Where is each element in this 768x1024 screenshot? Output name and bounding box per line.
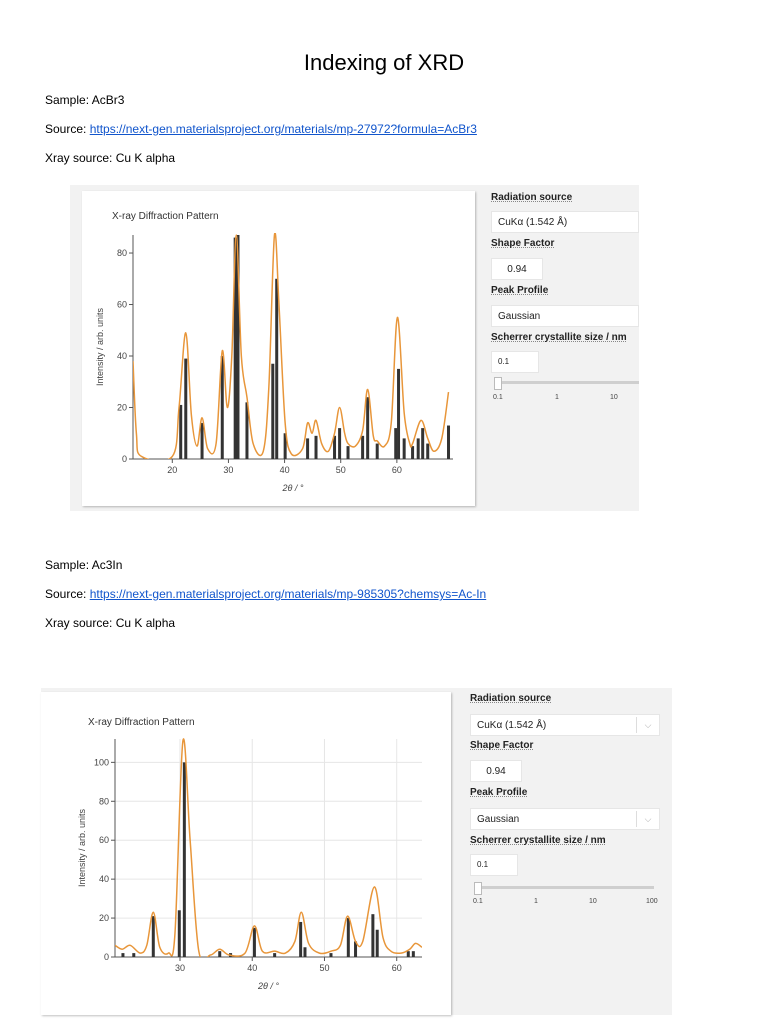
shape-factor-input[interactable]: 0.94 (470, 760, 522, 782)
scherrer-size-input[interactable]: 0.1 (491, 351, 539, 373)
chevron-down-icon[interactable]: ⌵ (636, 811, 659, 827)
y-tick-label: 100 (93, 757, 109, 768)
diffraction-stick (132, 953, 135, 957)
diffraction-stick (421, 428, 424, 459)
xrd-chart-1 (82, 191, 475, 506)
document-title: Indexing of XRD (303, 50, 465, 75)
plot-area (133, 233, 450, 461)
xrd-widget-1 (70, 185, 639, 511)
y-tick-label: 20 (116, 402, 127, 413)
scherrer-slider-handle[interactable] (474, 882, 482, 895)
source-label: Source: (45, 587, 90, 601)
slider-tick-label: 1 (555, 394, 559, 401)
source-line (45, 122, 477, 136)
plot-area (115, 739, 422, 961)
scherrer-size-input[interactable]: 0.1 (470, 854, 518, 876)
diffraction-stick (366, 397, 369, 459)
diffraction-stick (218, 951, 221, 957)
diffraction-stick (152, 916, 155, 957)
scherrer-size-label: Scherrer crystallite size / nm (470, 835, 606, 846)
diffraction-stick (178, 910, 181, 957)
y-axis-label: Intensity / arb. units (95, 307, 105, 387)
x-axis-label: 2θ / ° (282, 483, 304, 493)
diffraction-stick (426, 444, 429, 459)
diffraction-stick (417, 438, 420, 459)
diffraction-stick (347, 918, 350, 957)
diffraction-stick (403, 438, 406, 459)
shape-factor-input[interactable]: 0.94 (491, 258, 543, 280)
x-tick-label: 50 (319, 963, 330, 973)
diffraction-stick (447, 426, 450, 459)
slider-tick-label: 100 (646, 898, 658, 905)
diffraction-stick (306, 438, 309, 459)
x-tick-label: 20 (167, 465, 178, 475)
x-tick-label: 60 (391, 963, 402, 973)
scherrer-slider-handle[interactable] (494, 377, 502, 390)
source-line (45, 587, 486, 601)
diffraction-stick (179, 405, 182, 459)
diffraction-stick (412, 951, 415, 957)
y-tick-label: 40 (98, 874, 109, 885)
diffraction-stick (376, 444, 379, 459)
x-tick-label: 40 (279, 465, 290, 475)
sample-name: Sample: Ac3In (45, 558, 123, 572)
x-axis-label: 2θ / ° (258, 981, 279, 991)
diffraction-stick (201, 423, 204, 459)
scherrer-slider-track[interactable] (474, 886, 654, 889)
diffraction-stick (376, 930, 379, 957)
y-tick-label: 0 (121, 454, 127, 464)
radiation-source-value: CuKα (1.542 Å) (498, 217, 568, 228)
xrd-widget-2 (41, 688, 672, 1015)
radiation-source-select[interactable] (491, 211, 639, 233)
diffraction-stick (338, 428, 341, 459)
diffraction-stick (411, 446, 414, 459)
xrd-chart-card-1 (82, 191, 475, 506)
diffraction-stick (347, 446, 350, 459)
peak-profile-select[interactable] (491, 305, 639, 327)
peak-profile-value: Gaussian (477, 814, 520, 825)
xrd-chart-card-2 (41, 692, 451, 1015)
x-tick-label: 30 (175, 963, 186, 973)
y-axis-label: Intensity / arb. units (77, 808, 87, 888)
diffraction-stick (271, 364, 274, 459)
xray-source-text: Xray source: Cu K alpha (45, 151, 176, 165)
simulated-pattern-line (115, 739, 422, 961)
chart-title: X-ray Diffraction Pattern (112, 211, 219, 222)
diffraction-stick (253, 928, 256, 957)
sample-name: Sample: AcBr3 (45, 93, 125, 107)
y-tick-label: 80 (98, 796, 109, 807)
diffraction-stick (299, 922, 302, 957)
scherrer-size-label: Scherrer crystallite size / nm (491, 332, 627, 343)
diffraction-stick (121, 953, 124, 957)
y-tick-label: 40 (116, 351, 127, 362)
x-tick-label: 30 (223, 465, 234, 475)
slider-tick-label: 0.1 (473, 898, 483, 905)
radiation-source-label: Radiation source (491, 192, 573, 203)
xrd-chart-2 (41, 692, 451, 1015)
x-tick-label: 60 (391, 465, 402, 475)
diffraction-stick (275, 279, 278, 459)
peak-profile-label: Peak Profile (491, 285, 549, 296)
shape-factor-label: Shape Factor (491, 238, 555, 249)
slider-tick-label: 0.1 (493, 394, 503, 401)
diffraction-stick (397, 369, 400, 459)
y-tick-label: 60 (98, 835, 109, 846)
shape-factor-label: Shape Factor (470, 740, 534, 751)
diffraction-stick (273, 953, 276, 957)
peak-profile-label: Peak Profile (470, 787, 528, 798)
peak-profile-select[interactable] (470, 808, 660, 830)
source-link[interactable]: https://next-gen.materialsproject.org/materials/mp-27972?formula=AcBr3 (89, 122, 477, 136)
diffraction-stick (315, 436, 318, 459)
y-tick-label: 0 (103, 952, 109, 962)
y-tick-label: 60 (116, 299, 127, 310)
chevron-down-icon[interactable]: ⌵ (636, 717, 659, 733)
diffraction-stick (394, 428, 397, 459)
y-tick-label: 20 (98, 913, 109, 924)
diffraction-stick (407, 951, 410, 957)
diffraction-stick (184, 359, 187, 459)
xray-source-text: Xray source: Cu K alpha (45, 616, 176, 630)
x-tick-label: 40 (247, 963, 258, 973)
source-label: Source: (45, 122, 90, 136)
scherrer-slider-track[interactable] (494, 381, 639, 384)
slider-tick-label: 1 (534, 898, 538, 905)
slider-tick-label: 10 (589, 898, 597, 905)
diffraction-stick (371, 914, 374, 957)
diffraction-stick (303, 947, 306, 957)
y-tick-label: 80 (116, 248, 127, 259)
source-link[interactable]: https://next-gen.materialsproject.org/materials/mp-985305?chemsys=Ac-In (89, 587, 487, 601)
radiation-source-label: Radiation source (470, 693, 552, 704)
slider-tick-label: 10 (610, 394, 618, 401)
radiation-source-select[interactable] (470, 714, 660, 736)
radiation-source-value: CuKα (1.542 Å) (477, 720, 547, 731)
diffraction-stick (329, 953, 332, 957)
x-tick-label: 50 (335, 465, 346, 475)
peak-profile-value: Gaussian (498, 311, 541, 322)
chart-title: X-ray Diffraction Pattern (88, 717, 195, 728)
diffraction-stick (361, 436, 364, 459)
diffraction-stick (183, 762, 186, 957)
